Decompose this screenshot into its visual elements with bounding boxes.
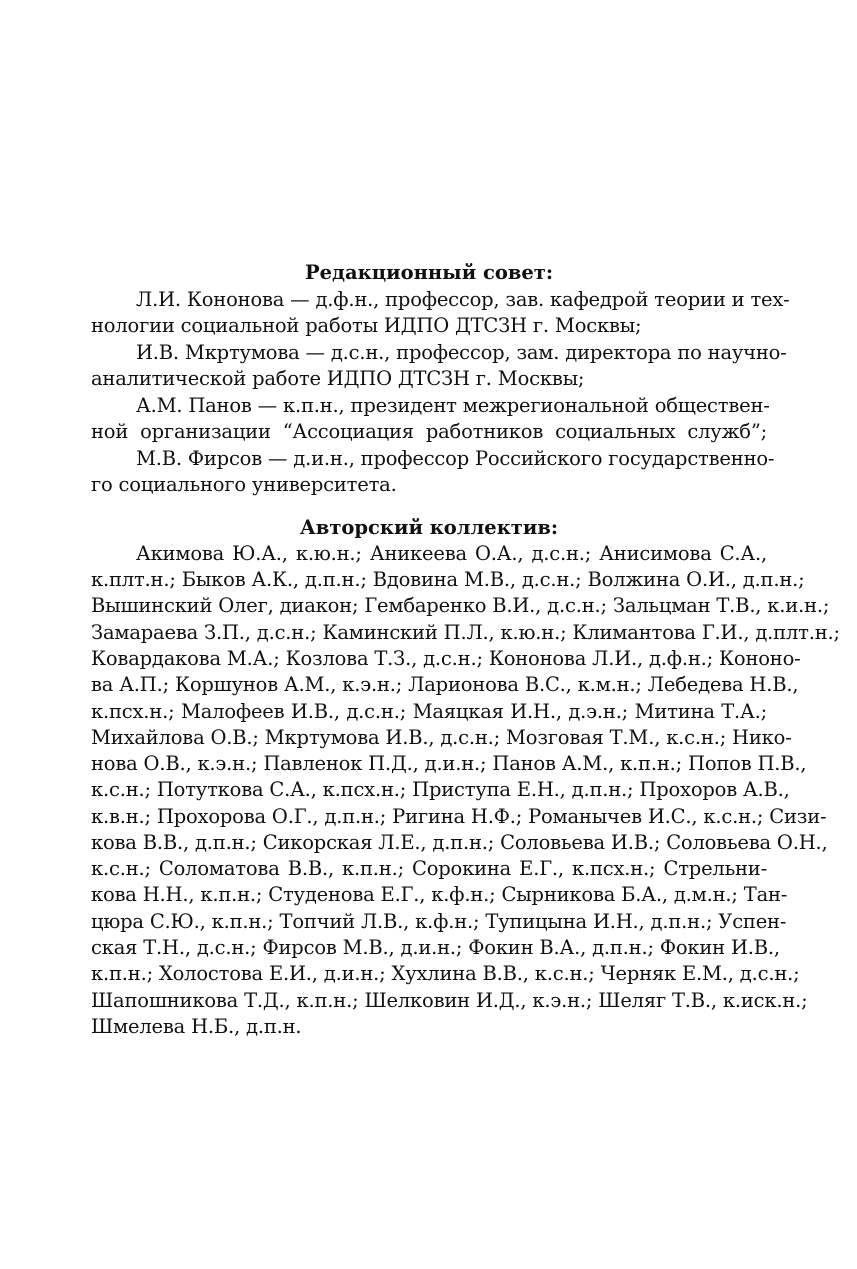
editorial-board-line: И.В. Мкртумова — д.с.н., профессор, зам. директора по научно- <box>136 341 787 364</box>
authors-line: ва А.П.; Коршунов А.М., к.э.н.; Ларионова В.С., к.м.н.; Лебедева Н.В., <box>91 673 799 696</box>
authors-line: Шапошникова Т.Д., к.п.н.; Шелковин И.Д., к.э.н.; Шеляг Т.В., к.иск.н.; <box>91 989 808 1012</box>
authors-line: Замараева З.П., д.с.н.; Каминский П.Л., к.ю.н.; Климантова Г.И., д.плт.н.; <box>91 621 840 644</box>
editorial-board-line: аналитической работе ИДПО ДТСЗН г. Москвы; <box>91 367 585 390</box>
editorial-board-line: го социального университета. <box>91 473 397 496</box>
authors-line: ская Т.Н., д.с.н.; Фирсов М.В., д.и.н.; Фокин В.А., д.п.н.; Фокин И.В., <box>91 936 780 959</box>
authors-line: нова О.В., к.э.н.; Павленок П.Д., д.и.н.; Панов А.М., к.п.н.; Попов П.В., <box>91 752 807 775</box>
authors-line: Вышинский Олег, диакон; Гембаренко В.И., д.с.н.; Зальцман Т.В., к.и.н.; <box>91 594 830 617</box>
authors-heading: Авторский коллектив: <box>299 516 559 539</box>
authors-line: к.с.н.; Потуткова С.А., к.псх.н.; Приступа Е.Н., д.п.н.; Прохоров А.В., <box>91 778 790 801</box>
authors-line: Михайлова О.В.; Мкртумова И.В., д.с.н.; Мозговая Т.М., к.с.н.; Нико- <box>91 726 792 749</box>
authors-line: Ковардакова М.А.; Козлова Т.З., д.с.н.; Кононова Л.И., д.ф.н.; Кононо- <box>91 647 801 670</box>
authors-line: цюра С.Ю., к.п.н.; Топчий Л.В., к.ф.н.; Тупицына И.Н., д.п.н.; Успен- <box>91 910 787 933</box>
authors-line: к.плт.н.; Быков А.К., д.п.н.; Вдовина М.В., д.с.н.; Волжина О.И., д.п.н.; <box>91 568 805 591</box>
editorial-board-line: А.М. Панов — к.п.н., президент межрегиональной обществен- <box>136 394 770 417</box>
authors-line: Акимова Ю.А., к.ю.н.; Аникеева О.А., д.с.н.; Анисимова С.А., <box>136 542 767 565</box>
authors-line: к.псх.н.; Малофеев И.В., д.с.н.; Маяцкая И.Н., д.э.н.; Митина Т.А.; <box>91 700 767 723</box>
authors-line: кова В.В., д.п.н.; Сикорская Л.Е., д.п.н.; Соловьева И.В.; Соловьева О.Н., <box>91 831 828 854</box>
authors-line: кова Н.Н., к.п.н.; Студенова Е.Г., к.ф.н.; Сырникова Б.А., д.м.н.; Тан- <box>91 883 788 906</box>
authors-line: Шмелева Н.Б., д.п.н. <box>91 1015 302 1038</box>
authors-line: к.п.н.; Холостова Е.И., д.и.н.; Хухлина В.В., к.с.н.; Черняк Е.М., д.с.н.; <box>91 962 800 985</box>
authors-line: к.в.н.; Прохорова О.Г., д.п.н.; Ригина Н.Ф.; Романычев И.С., к.с.н.; Сизи- <box>91 805 827 828</box>
editorial-board-line: Л.И. Кононова — д.ф.н., профессор, зав. кафедрой теории и тех- <box>136 288 790 311</box>
editorial-board-line: нологии социальной работы ИДПО ДТСЗН г. Москвы; <box>91 314 642 337</box>
editorial-board-line: М.В. Фирсов — д.и.н., профессор Российского государственно- <box>136 447 775 470</box>
authors-line: к.с.н.; Соломатова В.В., к.п.н.; Сорокина Е.Г., к.псх.н.; Стрельни- <box>91 857 767 880</box>
editorial-board-heading: Редакционный совет: <box>304 261 554 284</box>
editorial-board-line: ной организации “Ассоциация работников социальных служб”; <box>91 420 767 443</box>
